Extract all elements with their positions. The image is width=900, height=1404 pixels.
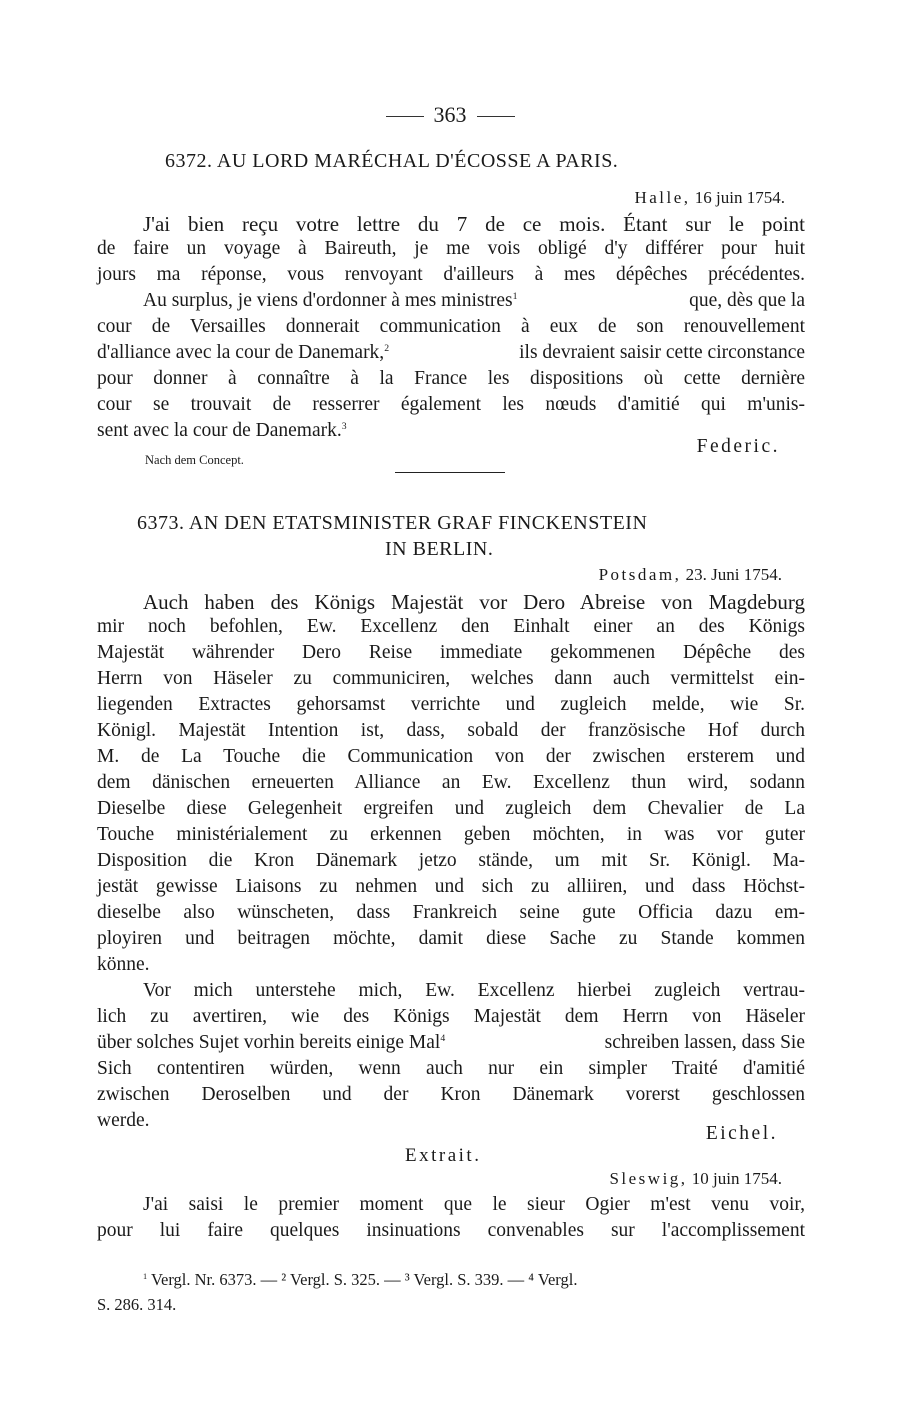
letter-6373-dateline: [599, 565, 782, 585]
extrait-line-1: J'ai saisi le premier moment que le sieur Ogier m'est venu voir,: [143, 1194, 805, 1215]
extrait-dateline: [609, 1169, 782, 1189]
dash-right: [477, 116, 515, 117]
letter-6373-line-4: Herrn von Häseler zu communiciren, welches dann auch vermittelst ein-: [97, 668, 805, 689]
section-divider: [395, 472, 505, 473]
page-number: [0, 102, 900, 128]
letter-6372-line-8: cour se trouvait de resserrer également les nœuds d'amitié qui m'unis-: [97, 394, 805, 415]
letter-6372-source: Nach dem Concept.: [145, 453, 244, 467]
letter-6372-line-6a: d'alliance avec la cour de Danemark,: [97, 342, 385, 363]
dash-left: [386, 116, 424, 117]
extrait-date: 10 juin 1754.: [691, 1169, 782, 1188]
letter-6373-line-9: Dieselbe diese Gelegenheit ergreifen und zugleich dem Chevalier de La: [97, 798, 805, 819]
footnote-ref-2: 2: [384, 343, 390, 355]
letter-6372-signature: Federic.: [696, 436, 780, 457]
letter-6373-line-21: werde.: [97, 1110, 150, 1131]
letter-6372-heading: 6372. AU LORD MARÉCHAL D'ÉCOSSE A PARIS.: [165, 150, 619, 172]
letter-6373-place: Potsdam,: [598, 565, 682, 584]
footnote-ref-4: 4: [440, 1033, 446, 1045]
letter-6373-line-15: könne.: [97, 954, 150, 975]
letter-6373-line-14: ployiren und beitragen möchte, damit diese Sache zu Stande kommen: [97, 928, 805, 949]
footnote-line-1-text: Vergl. Nr. 6373. — ² Vergl. S. 325. — ³ Vergl. S. 339. — ⁴ Vergl.: [150, 1270, 578, 1289]
letter-6372-line-4a: Au surplus, je viens d'ordonner à mes ministres: [143, 290, 513, 311]
letter-6372-line-3: jours ma réponse, vous renvoyant d'ailleurs à mes dépêches précédentes.: [97, 264, 805, 285]
letter-6372-line-1: J'ai bien reçu votre lettre du 7 de ce mois. Étant sur le point: [143, 212, 805, 236]
footnote-ref-1: 1: [512, 291, 518, 303]
footnote-ref-3: 3: [341, 421, 347, 433]
letter-6373-line-3: Majestät währender Dero Reise immediate gekommenen Dépêche des: [97, 642, 805, 663]
letter-6373-line-18: [97, 1032, 805, 1054]
letter-6373-line-2: mir noch befohlen, Ew. Excellenz den Einhalt einer an des Königs: [97, 616, 805, 637]
letter-6372-line-2: de faire un voyage à Baireuth, je me vois obligé d'y différer pour huit: [97, 238, 805, 259]
letter-6372-line-5: cour de Versailles donnerait communication à eux de son renouvellement: [97, 316, 805, 337]
letter-6373-date: 23. Juni 1754.: [685, 565, 782, 584]
letter-6373-line-8: dem dänischen erneuerten Alliance an Ew. Excellenz thun wird, sodann: [97, 772, 805, 793]
letter-6372-date: 16 juin 1754.: [694, 188, 785, 207]
letter-6373-line-6: Königl. Majestät Intention ist, dass, sobald der französische Hof durch: [97, 720, 805, 741]
letter-6373-signature: Eichel.: [705, 1123, 778, 1144]
footnote-line-1: [143, 1270, 805, 1290]
letter-6372-line-6b: ils devraient saisir cette circonstance: [519, 342, 805, 363]
letter-6372-line-4: [143, 290, 805, 312]
footnote-line-2: S. 286. 314.: [97, 1295, 177, 1314]
letter-6373-heading-line-2: IN BERLIN.: [385, 538, 494, 560]
letter-6373-line-12: jestät gewisse Liaisons zu nehmen und sich zu alliiren, und dass Höchst-: [97, 876, 805, 897]
letter-6373-line-10: Touche ministérialement zu erkennen geben möchten, in was vor guter: [97, 824, 805, 845]
letter-6372-line-7: pour donner à connaître à la France les dispositions où cette dernière: [97, 368, 805, 389]
letter-6373-line-7: M. de La Touche die Communication von der zwischen ersterem und: [97, 746, 805, 767]
letter-6373-line-20: zwischen Deroselben und der Kron Dänemark vorerst geschlossen: [97, 1084, 805, 1105]
letter-6372-line-9a: sent avec la cour de Danemark.: [97, 420, 342, 441]
extrait-line-2: pour lui faire quelques insinuations convenables sur l'accomplissement: [97, 1220, 805, 1241]
letter-6373-line-13: dieselbe also wünscheten, dass Frankreich seine gute Officia dazu em-: [97, 902, 805, 923]
footnote-mark-1: 1: [143, 1272, 148, 1282]
extrait-place: Sleswig,: [609, 1169, 688, 1188]
letter-6373-line-1: Auch haben des Königs Majestät vor Dero Abreise von Magdeburg: [143, 590, 805, 614]
letter-6372-place: Halle,: [634, 188, 691, 207]
letter-6373-line-18b: schreiben lassen, dass Sie: [604, 1032, 805, 1053]
letter-6373-line-19: Sich contentiren würden, wenn auch nur ein simpler Traité d'amitié: [97, 1058, 805, 1079]
page-number-text: 363: [433, 102, 467, 127]
letter-6373-line-18a: über solches Sujet vorhin bereits einige Mal: [97, 1032, 441, 1053]
letter-6372-line-4b: que, dès que la: [689, 290, 805, 311]
letter-6372-line-6: [97, 342, 805, 364]
letter-6373-line-11: Disposition die Kron Dänemark jetzo stände, um mit Sr. Königl. Ma-: [97, 850, 805, 871]
letter-6373-heading-line-1: 6373. AN DEN ETATSMINISTER GRAF FINCKENSTEIN: [137, 512, 648, 534]
letter-6373-line-5: liegenden Extractes gehorsamst verrichte und zugleich melde, wie Sr.: [97, 694, 805, 715]
extrait-title: Extrait.: [405, 1145, 482, 1166]
letter-6373-line-17: lich zu avertiren, wie des Königs Majestät dem Herrn von Häseler: [97, 1006, 805, 1027]
letter-6372-dateline: [634, 188, 785, 208]
letter-6373-line-16: Vor mich unterstehe mich, Ew. Excellenz hierbei zugleich vertrau-: [143, 980, 805, 1001]
